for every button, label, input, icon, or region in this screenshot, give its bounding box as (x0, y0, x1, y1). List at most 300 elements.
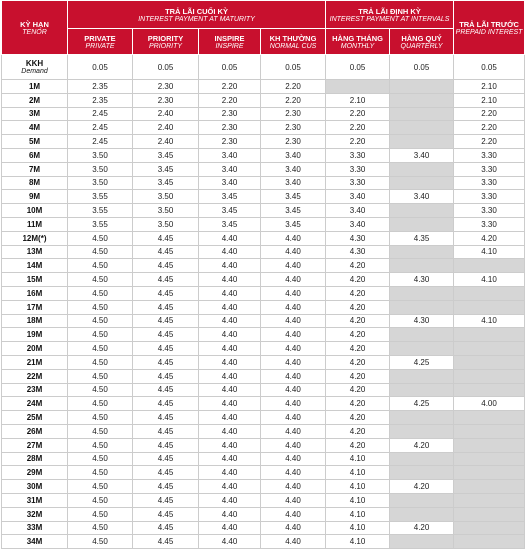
priority-rate-cell: 2.30 (133, 93, 199, 107)
inspire-rate-cell: 4.40 (199, 231, 261, 245)
quarterly-rate-cell (390, 507, 454, 521)
prepaid-rate-cell (454, 383, 525, 397)
inspire-rate-cell: 2.30 (199, 107, 261, 121)
quarterly-rate-cell: 4.30 (390, 314, 454, 328)
table-row (2, 480, 525, 494)
tenor-label: 1M (28, 81, 41, 91)
table-row (2, 369, 525, 383)
tenor-cell (2, 80, 68, 94)
table-row (2, 273, 525, 287)
table-row (2, 162, 525, 176)
private-rate-cell: 4.50 (68, 383, 133, 397)
normal-rate-cell: 4.40 (261, 438, 326, 452)
private-header-en: PRIVATE (85, 42, 115, 50)
tenor-label: 31M (26, 495, 43, 505)
monthly-rate-cell: 3.40 (326, 217, 390, 231)
prepaid-header (454, 1, 525, 55)
normal-rate-cell: 4.40 (261, 231, 326, 245)
tenor-cell (2, 424, 68, 438)
prepaid-rate-cell (454, 424, 525, 438)
tenor-label: 3M (28, 109, 41, 119)
tenor-label: 16M (26, 288, 43, 298)
table-row (2, 466, 525, 480)
inspire-rate-cell: 0.05 (199, 55, 261, 80)
prepaid-rate-cell (454, 355, 525, 369)
private-rate-cell: 2.45 (68, 107, 133, 121)
tenor-cell (2, 355, 68, 369)
inspire-rate-cell: 4.40 (199, 411, 261, 425)
quarterly-rate-cell: 0.05 (390, 55, 454, 80)
inspire-rate-cell: 4.40 (199, 452, 261, 466)
table-row (2, 355, 525, 369)
table-row (2, 507, 525, 521)
monthly-rate-cell: 4.30 (326, 245, 390, 259)
prepaid-rate-cell: 2.10 (454, 93, 525, 107)
quarterly-rate-cell: 4.25 (390, 355, 454, 369)
private-rate-cell: 4.50 (68, 466, 133, 480)
tenor-label: 26M (26, 426, 43, 436)
quarterly-rate-cell (390, 300, 454, 314)
intervals-group-header (326, 1, 454, 29)
normal-rate-cell: 3.45 (261, 204, 326, 218)
table-row (2, 93, 525, 107)
monthly-header-vi: HÀNG THÁNG (332, 33, 383, 43)
priority-rate-cell: 3.50 (133, 190, 199, 204)
private-rate-cell: 4.50 (68, 273, 133, 287)
tenor-cell (2, 135, 68, 149)
private-rate-cell: 2.35 (68, 93, 133, 107)
prepaid-rate-cell: 3.30 (454, 176, 525, 190)
inspire-header (199, 29, 261, 55)
table-row (2, 217, 525, 231)
normal-rate-cell: 4.40 (261, 535, 326, 549)
monthly-rate-cell: 4.10 (326, 535, 390, 549)
private-rate-cell: 3.50 (68, 162, 133, 176)
inspire-rate-cell: 4.40 (199, 369, 261, 383)
prepaid-rate-cell (454, 342, 525, 356)
private-rate-cell: 3.55 (68, 190, 133, 204)
tenor-cell (2, 521, 68, 535)
private-rate-cell: 4.50 (68, 438, 133, 452)
inspire-rate-cell: 4.40 (199, 342, 261, 356)
monthly-rate-cell: 4.10 (326, 507, 390, 521)
monthly-rate-cell: 4.10 (326, 466, 390, 480)
table-row (2, 148, 525, 162)
quarterly-rate-cell: 3.40 (390, 148, 454, 162)
tenor-label: 6M (28, 150, 41, 160)
inspire-rate-cell: 4.40 (199, 507, 261, 521)
prepaid-rate-cell: 0.05 (454, 55, 525, 80)
tenor-label: 33M (26, 523, 43, 533)
priority-rate-cell: 4.45 (133, 493, 199, 507)
monthly-rate-cell: 4.20 (326, 286, 390, 300)
tenor-cell (2, 217, 68, 231)
normal-rate-cell: 4.40 (261, 245, 326, 259)
tenor-cell (2, 162, 68, 176)
normal-rate-cell: 2.30 (261, 135, 326, 149)
private-rate-cell: 4.50 (68, 314, 133, 328)
table-row (2, 286, 525, 300)
table-row (2, 397, 525, 411)
tenor-label: 7M (28, 164, 41, 174)
quarterly-rate-cell (390, 411, 454, 425)
tenor-cell (2, 342, 68, 356)
priority-rate-cell: 3.50 (133, 217, 199, 231)
inspire-rate-cell: 4.40 (199, 535, 261, 549)
tenor-label: 20M (26, 344, 43, 354)
quarterly-rate-cell (390, 217, 454, 231)
tenor-cell (2, 397, 68, 411)
prepaid-rate-cell (454, 286, 525, 300)
tenor-cell (2, 204, 68, 218)
normal-rate-cell: 4.40 (261, 355, 326, 369)
priority-rate-cell: 4.45 (133, 245, 199, 259)
normal-rate-cell: 4.40 (261, 397, 326, 411)
priority-rate-cell: 4.45 (133, 424, 199, 438)
inspire-rate-cell: 4.40 (199, 245, 261, 259)
table-row (2, 452, 525, 466)
table-row (2, 493, 525, 507)
inspire-rate-cell: 2.20 (199, 80, 261, 94)
prepaid-rate-cell (454, 411, 525, 425)
prepaid-rate-cell: 4.00 (454, 397, 525, 411)
private-rate-cell: 4.50 (68, 231, 133, 245)
private-rate-cell: 3.50 (68, 176, 133, 190)
prepaid-rate-cell: 2.20 (454, 121, 525, 135)
inspire-rate-cell: 4.40 (199, 328, 261, 342)
priority-rate-cell: 4.45 (133, 521, 199, 535)
tenor-cell (2, 245, 68, 259)
intervals-header-en: INTEREST PAYMENT AT INTERVALS (329, 15, 450, 23)
inspire-rate-cell: 4.40 (199, 424, 261, 438)
private-rate-cell: 4.50 (68, 355, 133, 369)
tenor-cell (2, 273, 68, 287)
private-rate-cell: 4.50 (68, 424, 133, 438)
tenor-cell (2, 493, 68, 507)
monthly-rate-cell: 4.20 (326, 411, 390, 425)
normal-rate-cell: 3.40 (261, 162, 326, 176)
normal-header-en: NORMAL CUS (269, 42, 317, 50)
tenor-label: 15M (26, 275, 43, 285)
table-row (2, 521, 525, 535)
table-row (2, 411, 525, 425)
priority-rate-cell: 4.45 (133, 328, 199, 342)
table-row (2, 314, 525, 328)
private-rate-cell: 4.50 (68, 259, 133, 273)
monthly-rate-cell (326, 80, 390, 94)
prepaid-rate-cell (454, 480, 525, 494)
table-row (2, 424, 525, 438)
monthly-rate-cell: 4.20 (326, 273, 390, 287)
tenor-cell (2, 176, 68, 190)
monthly-rate-cell: 4.20 (326, 355, 390, 369)
inspire-rate-cell: 4.40 (199, 355, 261, 369)
quarterly-rate-cell (390, 80, 454, 94)
normal-rate-cell: 4.40 (261, 314, 326, 328)
prepaid-rate-cell (454, 259, 525, 273)
monthly-rate-cell: 4.20 (326, 314, 390, 328)
monthly-rate-cell: 2.20 (326, 135, 390, 149)
tenor-cell (2, 314, 68, 328)
tenor-label: 11M (26, 219, 43, 229)
prepaid-header-en: PREPAID INTEREST (455, 28, 523, 36)
priority-rate-cell: 4.45 (133, 314, 199, 328)
quarterly-rate-cell (390, 204, 454, 218)
tenor-label: 23M (26, 385, 43, 395)
monthly-rate-cell: 4.20 (326, 397, 390, 411)
monthly-rate-cell: 3.30 (326, 148, 390, 162)
tenor-label: 17M (26, 302, 43, 312)
table-row (2, 259, 525, 273)
table-row (2, 342, 525, 356)
monthly-rate-cell: 2.20 (326, 121, 390, 135)
priority-rate-cell: 4.45 (133, 369, 199, 383)
tenor-cell (2, 383, 68, 397)
inspire-rate-cell: 4.40 (199, 397, 261, 411)
monthly-rate-cell: 4.20 (326, 383, 390, 397)
tenor-cell (2, 535, 68, 549)
monthly-rate-cell: 4.20 (326, 259, 390, 273)
quarterly-rate-cell (390, 424, 454, 438)
priority-rate-cell: 4.45 (133, 507, 199, 521)
monthly-header (326, 29, 390, 55)
priority-rate-cell: 4.45 (133, 300, 199, 314)
tenor-label: 28M (26, 454, 43, 464)
normal-header-vi: KH THƯỜNG (269, 33, 317, 43)
quarterly-rate-cell (390, 245, 454, 259)
table-row (2, 55, 525, 80)
quarterly-rate-cell (390, 107, 454, 121)
inspire-rate-cell: 4.40 (199, 286, 261, 300)
priority-rate-cell: 4.45 (133, 535, 199, 549)
quarterly-rate-cell (390, 93, 454, 107)
table-row (2, 80, 525, 94)
monthly-header-en: MONTHLY (340, 42, 375, 50)
prepaid-rate-cell: 3.30 (454, 148, 525, 162)
private-rate-cell: 3.50 (68, 148, 133, 162)
tenor-label: KKH (25, 59, 44, 68)
monthly-rate-cell: 4.20 (326, 438, 390, 452)
tenor-header (2, 1, 68, 55)
table-row (2, 231, 525, 245)
private-header-vi: PRIVATE (84, 33, 116, 43)
quarterly-rate-cell (390, 135, 454, 149)
tenor-label: 21M (26, 357, 43, 367)
tenor-label: 5M (28, 137, 41, 147)
tenor-cell (2, 300, 68, 314)
priority-rate-cell: 4.45 (133, 452, 199, 466)
normal-rate-cell: 4.40 (261, 507, 326, 521)
prepaid-rate-cell: 3.30 (454, 204, 525, 218)
priority-rate-cell: 4.45 (133, 342, 199, 356)
tenor-label: 2M (28, 95, 41, 105)
priority-rate-cell: 2.40 (133, 107, 199, 121)
priority-rate-cell: 2.30 (133, 80, 199, 94)
inspire-header-en: INSPIRE (215, 42, 244, 50)
priority-rate-cell: 3.50 (133, 204, 199, 218)
monthly-rate-cell: 4.20 (326, 342, 390, 356)
rate-table-body (2, 55, 525, 549)
monthly-rate-cell: 2.20 (326, 107, 390, 121)
prepaid-rate-cell: 2.20 (454, 107, 525, 121)
table-row (2, 176, 525, 190)
priority-rate-cell: 2.40 (133, 121, 199, 135)
tenor-cell (2, 480, 68, 494)
priority-rate-cell: 2.40 (133, 135, 199, 149)
maturity-header-en: INTEREST PAYMENT AT MATURITY (138, 15, 255, 23)
private-rate-cell: 4.50 (68, 397, 133, 411)
table-row (2, 535, 525, 549)
tenor-header-en: TENOR (22, 28, 47, 36)
monthly-rate-cell: 3.30 (326, 162, 390, 176)
monthly-rate-cell: 4.30 (326, 231, 390, 245)
private-rate-cell: 3.55 (68, 217, 133, 231)
monthly-rate-cell: 4.20 (326, 424, 390, 438)
tenor-cell (2, 328, 68, 342)
tenor-label: 29M (26, 468, 43, 478)
normal-rate-cell: 3.45 (261, 217, 326, 231)
normal-rate-cell: 4.40 (261, 369, 326, 383)
tenor-label: 30M (26, 482, 43, 491)
monthly-rate-cell: 3.40 (326, 190, 390, 204)
tenor-cell (2, 148, 68, 162)
table-row (2, 328, 525, 342)
private-rate-cell: 4.50 (68, 493, 133, 507)
inspire-rate-cell: 4.40 (199, 314, 261, 328)
private-rate-cell: 4.50 (68, 452, 133, 466)
interest-rate-table (1, 0, 525, 549)
priority-rate-cell: 3.45 (133, 148, 199, 162)
normal-rate-cell: 3.40 (261, 176, 326, 190)
private-rate-cell: 4.50 (68, 369, 133, 383)
priority-rate-cell: 4.45 (133, 286, 199, 300)
monthly-rate-cell: 3.30 (326, 176, 390, 190)
priority-rate-cell: 4.45 (133, 273, 199, 287)
normal-rate-cell: 4.40 (261, 342, 326, 356)
inspire-rate-cell: 3.45 (199, 190, 261, 204)
private-rate-cell: 4.50 (68, 328, 133, 342)
monthly-rate-cell: 0.05 (326, 55, 390, 80)
normal-rate-cell: 4.40 (261, 452, 326, 466)
tenor-cell (2, 466, 68, 480)
private-rate-cell: 4.50 (68, 342, 133, 356)
private-rate-cell: 4.50 (68, 535, 133, 549)
tenor-label: 32M (26, 509, 43, 519)
maturity-header-vi: TRẢ LÃI CUỐI KỲ (165, 6, 228, 16)
table-row (2, 300, 525, 314)
tenor-label: 8M (28, 178, 41, 188)
monthly-rate-cell: 4.10 (326, 480, 390, 494)
quarterly-rate-cell: 4.20 (390, 521, 454, 535)
prepaid-rate-cell (454, 328, 525, 342)
priority-rate-cell: 3.45 (133, 162, 199, 176)
normal-rate-cell: 2.30 (261, 121, 326, 135)
inspire-rate-cell: 3.45 (199, 217, 261, 231)
private-rate-cell: 4.50 (68, 300, 133, 314)
normal-rate-cell: 4.40 (261, 424, 326, 438)
prepaid-rate-cell: 2.20 (454, 135, 525, 149)
tenor-label-en: Demand (21, 68, 48, 75)
quarterly-header-en: QUARTERLY (400, 42, 443, 50)
prepaid-rate-cell (454, 466, 525, 480)
monthly-rate-cell: 4.10 (326, 521, 390, 535)
private-rate-cell: 4.50 (68, 480, 133, 494)
monthly-rate-cell: 4.20 (326, 369, 390, 383)
inspire-rate-cell: 4.40 (199, 273, 261, 287)
tenor-cell (2, 190, 68, 204)
priority-rate-cell: 4.45 (133, 466, 199, 480)
inspire-rate-cell: 2.30 (199, 135, 261, 149)
tenor-label: 10M (26, 206, 43, 216)
priority-rate-cell: 3.45 (133, 176, 199, 190)
prepaid-rate-cell: 3.30 (454, 162, 525, 176)
table-row (2, 135, 525, 149)
prepaid-rate-cell (454, 507, 525, 521)
quarterly-rate-cell: 4.30 (390, 273, 454, 287)
inspire-rate-cell: 4.40 (199, 493, 261, 507)
quarterly-rate-cell (390, 259, 454, 273)
priority-rate-cell: 4.45 (133, 438, 199, 452)
tenor-cell (2, 107, 68, 121)
tenor-label: 24M (26, 399, 43, 409)
quarterly-rate-cell: 4.20 (390, 480, 454, 494)
prepaid-rate-cell: 4.10 (454, 245, 525, 259)
private-rate-cell: 4.50 (68, 286, 133, 300)
priority-header (133, 29, 199, 55)
normal-rate-cell: 4.40 (261, 300, 326, 314)
prepaid-rate-cell (454, 438, 525, 452)
normal-rate-cell: 4.40 (261, 328, 326, 342)
monthly-rate-cell: 4.20 (326, 328, 390, 342)
tenor-label: 27M (26, 440, 43, 450)
private-rate-cell: 4.50 (68, 521, 133, 535)
inspire-rate-cell: 3.40 (199, 176, 261, 190)
priority-rate-cell: 4.45 (133, 411, 199, 425)
normal-rate-cell: 4.40 (261, 273, 326, 287)
quarterly-rate-cell: 3.40 (390, 190, 454, 204)
priority-header-en: PRIORITY (148, 42, 183, 50)
inspire-rate-cell: 4.40 (199, 521, 261, 535)
intervals-header-vi: TRẢ LÃI ĐỊNH KỲ (358, 6, 421, 16)
quarterly-header-vi: HÀNG QUÝ (401, 33, 442, 43)
priority-rate-cell: 4.45 (133, 383, 199, 397)
inspire-rate-cell: 3.40 (199, 148, 261, 162)
private-rate-cell: 4.50 (68, 411, 133, 425)
inspire-rate-cell: 2.30 (199, 121, 261, 135)
quarterly-rate-cell (390, 342, 454, 356)
table-row (2, 383, 525, 397)
normal-rate-cell: 2.20 (261, 93, 326, 107)
quarterly-rate-cell (390, 176, 454, 190)
quarterly-rate-cell (390, 535, 454, 549)
tenor-cell (2, 438, 68, 452)
priority-rate-cell: 4.45 (133, 231, 199, 245)
tenor-cell (2, 121, 68, 135)
normal-rate-cell: 4.40 (261, 411, 326, 425)
quarterly-rate-cell (390, 369, 454, 383)
inspire-rate-cell: 4.40 (199, 300, 261, 314)
monthly-rate-cell: 4.10 (326, 452, 390, 466)
private-rate-cell: 2.45 (68, 121, 133, 135)
normal-rate-cell: 4.40 (261, 521, 326, 535)
private-rate-cell: 0.05 (68, 55, 133, 80)
private-rate-cell: 4.50 (68, 245, 133, 259)
quarterly-rate-cell (390, 493, 454, 507)
quarterly-rate-cell: 4.20 (390, 438, 454, 452)
prepaid-header-vi: TRẢ LÃI TRƯỚC (459, 19, 519, 29)
private-rate-cell: 2.45 (68, 135, 133, 149)
prepaid-rate-cell (454, 493, 525, 507)
